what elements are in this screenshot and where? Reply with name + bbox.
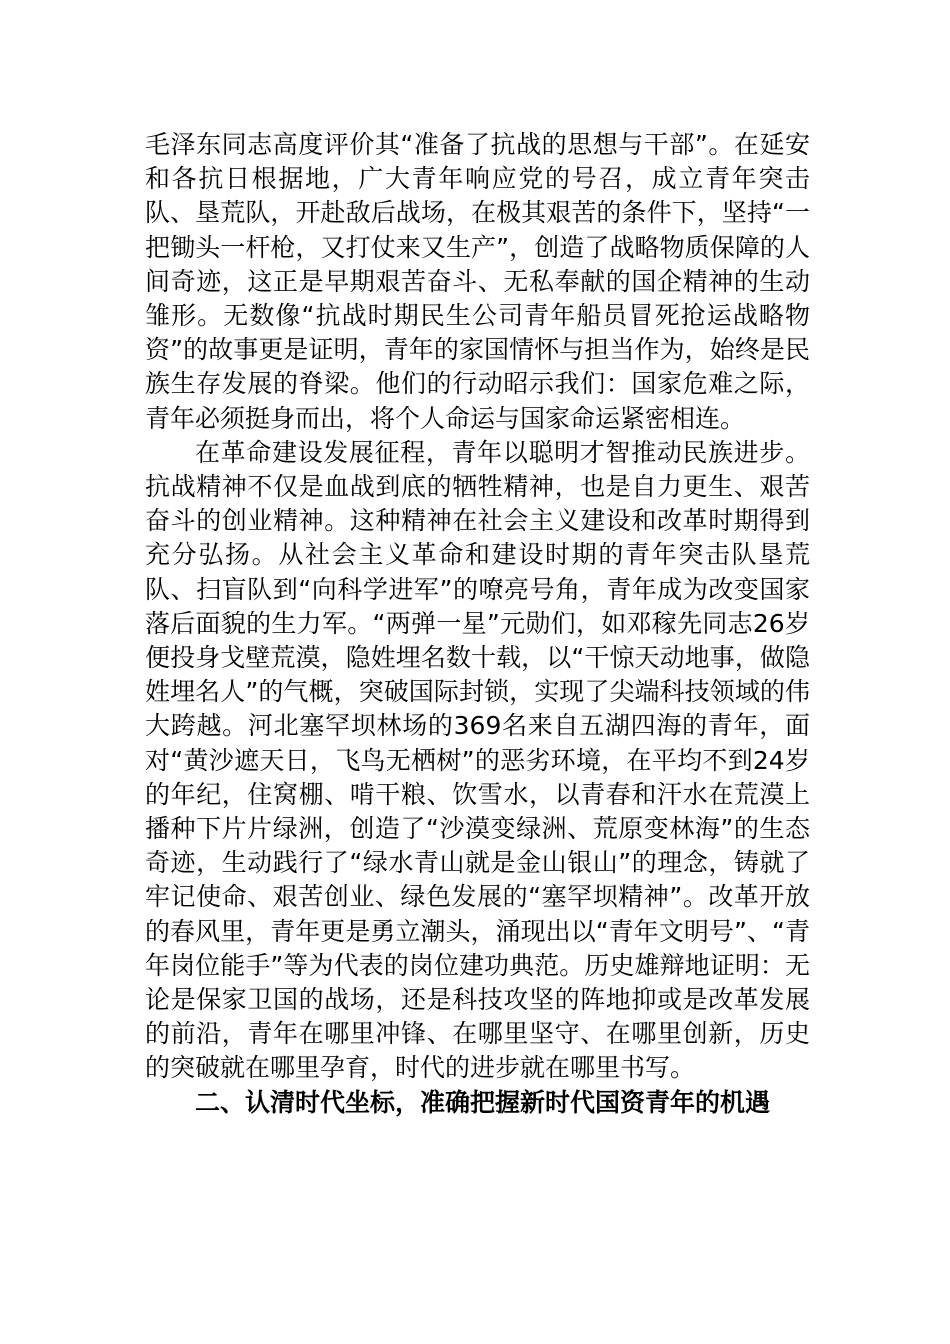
section-heading: 二、认清时代坐标，准确把握新时代国资青年的机遇	[195, 1087, 771, 1117]
paragraph-continued: 毛泽东同志高度评价其“准备了抗战的思想与干部”。在延安和各抗日根据地，广大青年响应党的号召，成立青年突击队、垦荒队，开赴敌后战场，在极其艰苦的条件下，坚持“一把锄头一杆枪，又打仗来又生产”，创造了战略物质保障的人间奇迹，这正是早期艰苦奋斗、无私奉献的国企精神的生动雏形。无数像“抗战时期民生公司青年船员冒死抢运战略物资”的故事更是证明，青年的家国情怀与担当作为，始终是民族生存发展的脊梁。他们的行动昭示我们：国家危难之际，青年必须挺身而出，将个人命运与国家命运紧密相连。	[145, 130, 810, 433]
document-body	[145, 128, 810, 1120]
paragraph-revolution-construction: 在革命建设发展征程，青年以聪明才智推动民族进步。抗战精神不仅是血战到底的牺牲精神，也是自力更生、艰苦奋斗的创业精神。这种精神在社会主义建设和改革时期得到充分弘扬。从社会主义革命和建设时期的青年突击队垦荒队、扫盲队到“向科学进军”的嘹亮号角，青年成为改变国家落后面貌的生力军。“两弹一星”元勋们，如邓稼先同志26岁便投身戈壁荒漠，隐姓埋名数十载，以“干惊天动地事，做隐姓埋名人”的气概，突破国际封锁，实现了尖端科技领域的伟大跨越。河北塞罕坝林场的369名来自五湖四海的青年，面对“黄沙遮天日，飞鸟无栖树”的恶劣环境，在平均不到24岁的年纪，住窝棚、啃干粮、饮雪水，以青春和汗水在荒漠上播种下片片绿洲，创造了“沙漠变绿洲、荒原变林海”的生态奇迹，生动践行了“绿水青山就是金山银山”的理念，铸就了牢记使命、艰苦创业、绿色发展的“塞罕坝精神”。改革开放的春风里，青年更是勇立潮头，涌现出以“青年文明号”、“青年岗位能手”等为代表的岗位建功典范。历史雄辩地证明：无论是保家卫国的战场，还是科技攻坚的阵地抑或是改革发展的前沿，青年在哪里冲锋、在哪里坚守、在哪里创新，历史的突破就在哪里孕育，时代的进步就在哪里书写。	[145, 437, 810, 1083]
